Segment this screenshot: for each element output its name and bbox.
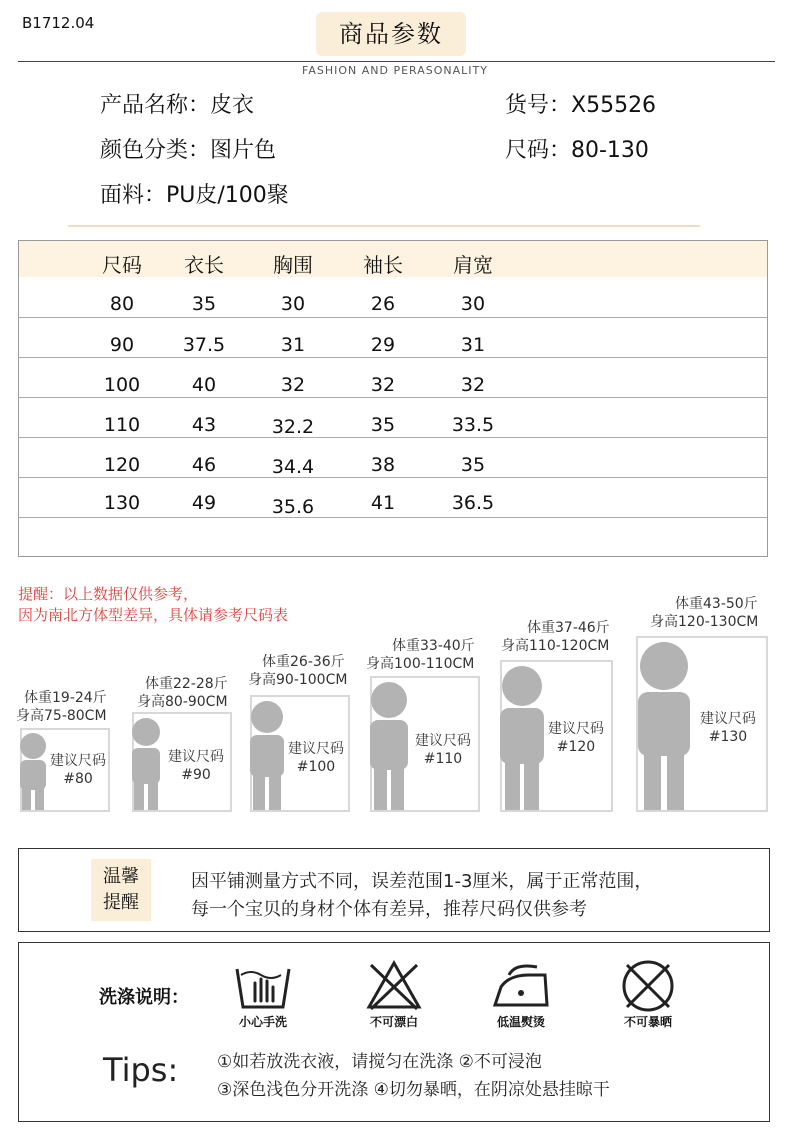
notice-tag-line-1: 温馨 xyxy=(103,866,139,887)
table-cell: 33.5 xyxy=(451,414,495,436)
header-cell: 衣长 xyxy=(184,253,224,277)
kid-suggest-label: 建议尺码 xyxy=(288,741,344,757)
kid-weight: 体重43-50斤 xyxy=(675,596,758,612)
kid-suggest-label: 建议尺码 xyxy=(700,711,756,727)
header-cell: 肩宽 xyxy=(453,253,493,277)
table-row xyxy=(19,437,767,477)
table-cell: 90 xyxy=(109,334,135,356)
table-cell: 100 xyxy=(103,374,141,396)
table-cell: 36.5 xyxy=(451,492,495,514)
kid-suggest-size: #100 xyxy=(296,759,336,775)
kid-height: 身高110-120CM xyxy=(501,638,610,654)
page-title: 商品参数 xyxy=(316,12,466,56)
table-row xyxy=(19,317,767,357)
table-cell: 26 xyxy=(370,293,396,315)
wash-label: 不可暴晒 xyxy=(623,1015,672,1029)
hand-wash-icon xyxy=(233,959,293,1013)
table-cell: 30 xyxy=(460,293,486,315)
param-name: 产品名称：皮衣 xyxy=(100,93,255,118)
kid-weight: 体重19-24斤 xyxy=(24,690,107,706)
table-cell: 32.2 xyxy=(271,416,315,438)
header-cell: 袖长 xyxy=(363,253,403,277)
table-cell: 43 xyxy=(191,414,217,436)
wash-label: 不可漂白 xyxy=(369,1015,418,1029)
child-silhouette-icon xyxy=(364,678,414,812)
table-cell: 38 xyxy=(370,454,396,476)
reminder-line-1: 提醒：以上数据仅供参考， xyxy=(18,585,199,603)
table-cell: 31 xyxy=(280,334,306,356)
notice-line-1: 因平铺测量方式不同，误差范围1-3厘米，属于正常范围， xyxy=(191,871,653,892)
table-row xyxy=(19,477,767,517)
header-cell: 尺码 xyxy=(102,253,142,277)
table-cell: 46 xyxy=(191,454,217,476)
notice-tag xyxy=(91,859,151,921)
param-divider xyxy=(68,225,700,227)
table-row xyxy=(19,357,767,397)
table-cell: 37.5 xyxy=(182,334,226,356)
table-cell: 32 xyxy=(460,374,486,396)
notice-box xyxy=(18,848,770,932)
table-cell: 32 xyxy=(280,374,306,396)
kid-weight: 体重37-46斤 xyxy=(527,620,610,636)
table-cell: 35.6 xyxy=(271,496,315,518)
tips-line-2: ③深色浅色分开洗涤 ④切勿暴晒，在阴凉处悬挂晾干 xyxy=(217,1080,610,1100)
kid-suggest-size: #130 xyxy=(708,729,748,745)
param-fabric: 面料：PU皮/100聚 xyxy=(100,183,289,208)
tips-line-1: ①如若放洗衣液，请搅匀在洗涤 ②不可浸泡 xyxy=(217,1052,542,1072)
kid-weight: 体重33-40斤 xyxy=(392,638,475,654)
header-cell: 胸围 xyxy=(273,253,313,277)
kid-suggest-size: #90 xyxy=(181,767,211,783)
kid-height: 身高120-130CM xyxy=(650,614,759,630)
kid-suggest-size: #110 xyxy=(423,751,463,767)
kid-suggest-size: #80 xyxy=(63,771,93,787)
size-table xyxy=(18,240,768,557)
child-silhouette-icon xyxy=(632,638,696,812)
wash-box xyxy=(18,942,770,1122)
wash-label: 小心手洗 xyxy=(238,1015,287,1029)
param-size: 尺码：80-130 xyxy=(505,138,649,163)
kid-suggest-label: 建议尺码 xyxy=(50,753,106,769)
table-cell: 32 xyxy=(370,374,396,396)
kid-suggest-size: #120 xyxy=(556,739,596,755)
table-cell: 31 xyxy=(460,334,486,356)
kid-height: 身高100-110CM xyxy=(366,656,475,672)
table-row xyxy=(19,277,767,317)
kid-height: 身高75-80CM xyxy=(16,708,107,724)
table-cell: 120 xyxy=(103,454,141,476)
kid-suggest-label: 建议尺码 xyxy=(168,749,224,765)
table-cell: 29 xyxy=(370,334,396,356)
wash-label: 低温熨烫 xyxy=(496,1015,545,1029)
notice-tag-line-2: 提醒 xyxy=(103,892,139,913)
notice-line-2: 每一个宝贝的身材个体有差异，推荐尺码仅供参考 xyxy=(191,899,587,920)
reminder-line-2: 因为南北方体型差异，具体请参考尺码表 xyxy=(18,606,289,624)
param-item-no: 货号：X55526 xyxy=(505,93,657,118)
size-table-header xyxy=(19,241,767,277)
table-row-empty xyxy=(19,517,767,557)
param-color: 颜色分类：图片色 xyxy=(100,138,277,163)
low-iron-icon xyxy=(489,959,553,1013)
kid-weight: 体重26-36斤 xyxy=(262,654,345,670)
no-bleach-icon xyxy=(365,959,423,1013)
table-cell: 40 xyxy=(191,374,217,396)
wash-title: 洗涤说明： xyxy=(99,987,189,1008)
kid-suggest-label: 建议尺码 xyxy=(548,721,604,737)
table-cell: 80 xyxy=(109,293,135,315)
table-cell: 110 xyxy=(103,414,141,436)
table-cell: 41 xyxy=(370,492,396,514)
table-cell: 49 xyxy=(191,492,217,514)
title-divider xyxy=(18,61,775,62)
kid-suggest-label: 建议尺码 xyxy=(415,733,471,749)
table-cell: 35 xyxy=(370,414,396,436)
table-cell: 130 xyxy=(103,492,141,514)
table-cell: 34.4 xyxy=(271,456,315,478)
kid-height: 身高90-100CM xyxy=(248,672,348,688)
table-cell: 35 xyxy=(191,293,217,315)
no-sun-dry-icon xyxy=(619,957,677,1015)
page-subtitle: FASHION AND PERASONALITY xyxy=(302,64,488,77)
table-cell: 35 xyxy=(460,454,486,476)
child-silhouette-icon xyxy=(126,714,166,812)
kid-weight: 体重22-28斤 xyxy=(145,676,228,692)
product-code: B1712.04 xyxy=(22,14,95,32)
table-cell: 30 xyxy=(280,293,306,315)
tips-label: Tips: xyxy=(103,1051,179,1089)
table-row xyxy=(19,397,767,437)
kid-height: 身高80-90CM xyxy=(137,694,228,710)
